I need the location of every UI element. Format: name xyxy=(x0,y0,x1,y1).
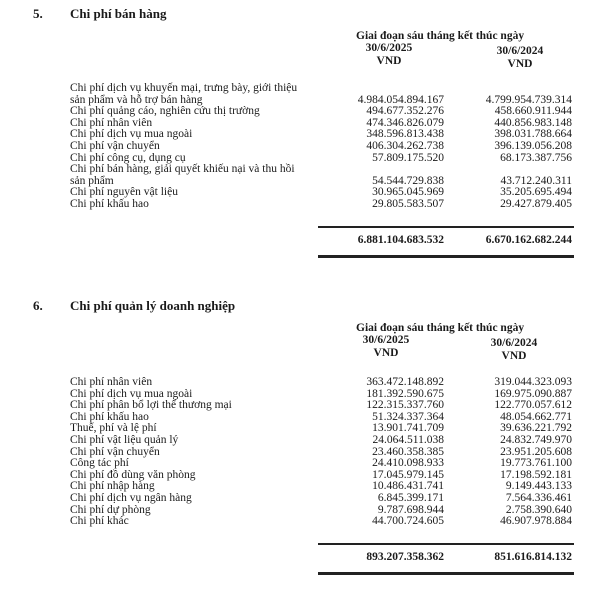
total-double-rule xyxy=(318,255,574,258)
subtotal-rule xyxy=(318,543,574,545)
total-2025: 6.881.104.683.532 xyxy=(357,233,444,246)
row-label: Thuế, phí và lệ phí xyxy=(70,422,157,435)
row-label: Chi phí vận chuyển xyxy=(70,445,160,458)
value-2024: 458.660.911.944 xyxy=(494,105,572,118)
value-2025: 9.787.698.944 xyxy=(377,503,444,516)
column-unit-2024: VND xyxy=(507,58,533,70)
column-unit-2025: VND xyxy=(376,55,402,67)
value-2025: 4.984.054.894.167 xyxy=(357,93,444,106)
value-2024: 29.427.879.405 xyxy=(500,198,572,210)
row-label: Chi phí đồ dùng văn phòng xyxy=(70,468,196,481)
value-2025: 54.544.729.838 xyxy=(372,174,444,187)
value-2025: 406.304.262.738 xyxy=(366,140,444,152)
total-2024: 851.616.814.132 xyxy=(494,550,572,563)
value-2025: 13.901.741.709 xyxy=(372,422,444,435)
row-label: Chi phí vận chuyển xyxy=(70,140,160,152)
value-2024: 39.636.221.792 xyxy=(500,422,572,435)
value-2025: 494.677.352.276 xyxy=(366,105,444,118)
value-2024: 68.173.387.756 xyxy=(500,151,572,164)
value-2024: 43.712.240.311 xyxy=(500,174,572,187)
value-2025: 44.700.724.605 xyxy=(372,515,444,528)
column-unit-2024: VND xyxy=(501,350,527,362)
value-2025: 17.045.979.145 xyxy=(372,468,444,481)
value-2025: 181.392.590.675 xyxy=(366,387,444,400)
row-label: sản phẩm và hỗ trợ bán hàng xyxy=(70,93,203,106)
value-2024: 23.951.205.608 xyxy=(500,445,572,458)
value-2024: 19.773.761.100 xyxy=(500,457,572,470)
row-label: Chi phí vật liệu quản lý xyxy=(70,434,179,446)
value-2025: 57.809.175.520 xyxy=(372,151,444,164)
value-2024: 7.564.336.461 xyxy=(505,492,572,504)
value-2024: 46.907.978.884 xyxy=(500,515,572,528)
row-label: Chi phí công cụ, dụng cụ xyxy=(70,151,186,164)
row-label: Chi phí khác xyxy=(70,515,129,528)
value-2025: 51.324.337.364 xyxy=(372,410,444,423)
row-label: Chi phí phân bổ lợi thế thương mại xyxy=(70,399,232,412)
value-2024: 122.770.057.612 xyxy=(494,399,572,412)
row-label: Chi phí nhập hàng xyxy=(70,480,155,493)
value-2024: 319.044.323.093 xyxy=(494,376,572,388)
row-label: Chi phí nhân viên xyxy=(70,376,153,388)
column-date-2025: 30/6/2025 xyxy=(365,42,413,54)
column-date-2024: 30/6/2024 xyxy=(496,45,544,57)
section-number: 5. xyxy=(33,6,43,21)
value-2024: 24.832.749.970 xyxy=(500,434,572,446)
section-title: Chi phí bán hàng xyxy=(70,6,167,21)
value-2025: 10.486.431.741 xyxy=(372,480,444,493)
row-label: Chi phí dịch vụ ngân hàng xyxy=(70,492,192,504)
row-label: Chi phí bán hàng, giải quyết khiếu nại và thu hồi xyxy=(70,163,295,176)
value-2024: 398.031.788.664 xyxy=(494,128,572,141)
row-label: sản phẩm xyxy=(70,174,114,187)
row-label: Công tác phí xyxy=(70,457,129,470)
column-date-2024: 30/6/2024 xyxy=(490,337,538,349)
value-2024: 2.758.390.640 xyxy=(505,503,572,516)
value-2025: 122.315.337.760 xyxy=(366,399,444,412)
value-2024: 9.149.443.133 xyxy=(505,480,572,493)
section-title: Chi phí quản lý doanh nghiệp xyxy=(70,298,236,313)
value-2025: 23.460.358.385 xyxy=(372,445,444,458)
value-2025: 348.596.813.438 xyxy=(366,128,444,141)
value-2024: 48.054.662.771 xyxy=(500,410,572,423)
column-unit-2025: VND xyxy=(373,347,399,359)
row-label: Chi phí khấu hao xyxy=(70,198,149,210)
column-date-2025: 30/6/2025 xyxy=(362,334,410,346)
value-2025: 474.346.826.079 xyxy=(366,116,444,129)
row-label: Chi phí dự phòng xyxy=(70,503,151,516)
row-label: Chi phí dịch vụ mua ngoài xyxy=(70,387,193,400)
section-number: 6. xyxy=(33,298,43,313)
subtotal-rule xyxy=(318,226,574,228)
value-2025: 363.472.148.892 xyxy=(366,376,444,388)
value-2024: 35.205.695.494 xyxy=(500,186,572,199)
row-label: Chi phí dịch vụ mua ngoài xyxy=(70,128,193,141)
total-double-rule xyxy=(318,572,574,575)
value-2025: 29.805.583.507 xyxy=(372,198,444,210)
value-2024: 17.198.592.181 xyxy=(500,468,572,481)
row-label: Chi phí nhân viên xyxy=(70,116,153,129)
period-header: Giai đoạn sáu tháng kết thúc ngày xyxy=(356,30,525,42)
row-label: Chi phí nguyên vật liệu xyxy=(70,186,178,199)
total-2024: 6.670.162.682.244 xyxy=(485,233,572,246)
value-2025: 24.064.511.038 xyxy=(372,434,444,446)
row-label: Chi phí khấu hao xyxy=(70,410,149,423)
value-2025: 6.845.399.171 xyxy=(377,492,444,504)
value-2024: 4.799.954.739.314 xyxy=(485,93,572,106)
period-header: Giai đoạn sáu tháng kết thúc ngày xyxy=(356,322,525,334)
value-2024: 396.139.056.208 xyxy=(494,140,572,152)
value-2024: 440.856.983.148 xyxy=(494,116,572,129)
value-2024: 169.975.090.887 xyxy=(494,387,572,400)
value-2025: 30.965.045.969 xyxy=(372,186,444,199)
total-2025: 893.207.358.362 xyxy=(366,550,444,563)
row-label: Chi phí quảng cáo, nghiên cứu thị trường xyxy=(70,105,260,118)
value-2025: 24.410.098.933 xyxy=(372,457,444,470)
row-label: Chi phí dịch vụ khuyến mại, trưng bày, giới thiệu xyxy=(70,82,298,94)
